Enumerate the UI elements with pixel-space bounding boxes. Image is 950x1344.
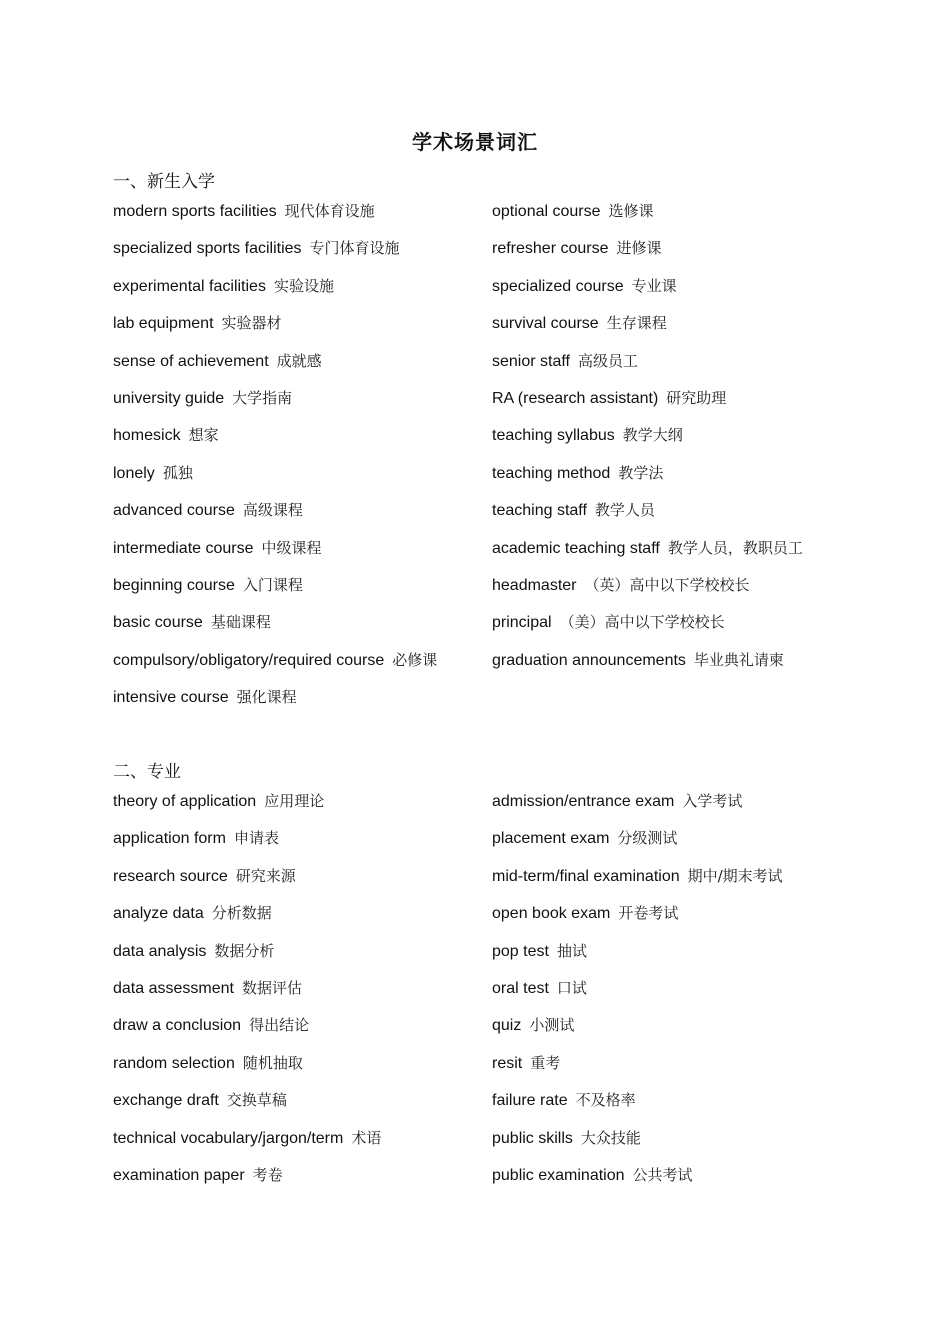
chinese-translation: 期中/期末考试 [687,866,783,885]
chinese-translation: 生存课程 [606,314,667,333]
english-term: application form [113,830,226,848]
chinese-translation: 抽试 [556,941,587,960]
vocab-entry [492,351,853,388]
english-term: compulsory/obligatory/required course [113,651,385,669]
english-term: lonely [113,464,155,482]
vocab-entry [492,650,853,687]
chinese-translation: 随机抽取 [242,1053,303,1072]
english-term: specialized course [492,277,624,295]
vocab-entry [113,463,492,500]
english-term: refresher course [492,240,609,258]
chinese-translation: 术语 [351,1128,382,1147]
english-term: headmaster [492,576,577,594]
section-freshman-enrollment [113,172,853,724]
chinese-translation: 开卷考试 [618,904,679,923]
vocab-entry [113,575,492,612]
chinese-translation: 专门体育设施 [309,239,400,258]
english-term: specialized sports facilities [113,240,302,258]
chinese-translation: 高级员工 [577,351,638,370]
english-term: survival course [492,315,599,333]
english-term: senior staff [492,352,570,370]
english-term: intensive course [113,689,229,707]
english-term: pop test [492,942,549,960]
vocab-column-left [113,201,492,724]
vocab-entry [113,388,492,425]
vocab-entry [113,351,492,388]
english-term: oral test [492,979,549,997]
vocab-column-right [492,791,853,1202]
vocab-entry [492,575,853,612]
english-term: theory of application [113,793,257,810]
chinese-translation: 孤独 [162,463,193,482]
chinese-translation: 现代体育设施 [284,202,375,220]
english-term: university guide [113,389,225,407]
vocab-entry [113,538,492,575]
vocab-entry [113,1053,492,1090]
chinese-translation: 分析数据 [211,904,272,923]
chinese-translation: 实验器材 [221,314,282,333]
vocab-entry [113,1090,492,1127]
english-term: data analysis [113,942,207,960]
chinese-translation: 大众技能 [580,1128,641,1147]
chinese-translation: 交换草稿 [226,1091,287,1110]
vocab-columns [113,201,853,724]
vocab-entry [113,276,492,313]
chinese-translation: 毕业典礼请柬 [693,650,784,669]
english-term: basic course [113,614,203,632]
vocab-entry [113,1165,492,1202]
vocab-entry [492,538,853,575]
english-term: quiz [492,1017,522,1035]
vocab-entry [113,500,492,537]
vocab-entry [113,687,492,724]
english-term: experimental facilities [113,277,266,295]
vocab-entry [492,866,853,903]
english-term: intermediate course [113,539,254,557]
chinese-translation: 基础课程 [210,613,271,632]
english-term: principal [492,614,552,632]
chinese-translation: 分级测试 [617,829,678,848]
english-term: teaching syllabus [492,427,615,445]
chinese-translation: 成就感 [276,351,322,370]
section-major [113,762,853,1202]
vocab-entry [492,978,853,1015]
vocab-entry [113,1128,492,1165]
vocab-entry [113,612,492,649]
english-term: homesick [113,427,181,445]
vocab-entry [113,425,492,462]
chinese-translation: 实验设施 [273,276,334,295]
chinese-translation: 教学人员，教职员工 [667,538,803,557]
english-term: advanced course [113,502,235,520]
english-term: modern sports facilities [113,203,277,220]
english-term: beginning course [113,576,235,594]
vocab-entry [492,791,853,828]
english-term: examination paper [113,1166,245,1184]
english-term: analyze data [113,905,204,923]
chinese-translation: 口试 [556,978,587,997]
chinese-translation: 应用理论 [264,792,325,810]
chinese-translation: 高级课程 [242,501,303,520]
vocab-entry [492,1015,853,1052]
english-term: teaching staff [492,502,587,520]
vocab-entry [492,425,853,462]
chinese-translation: 入门课程 [242,575,303,594]
english-term: optional course [492,203,601,220]
chinese-translation: 小测试 [529,1016,575,1035]
chinese-translation: 数据分析 [214,941,275,960]
english-term: public skills [492,1129,573,1147]
english-term: admission/entrance exam [492,793,675,810]
chinese-translation: 教学大纲 [622,426,683,445]
chinese-translation: 中级课程 [261,538,322,557]
vocab-entry [492,1053,853,1090]
english-term: research source [113,867,228,885]
chinese-translation: 重考 [530,1053,561,1072]
english-term: resit [492,1054,523,1072]
chinese-translation: （美）高中以下学校校长 [559,613,725,632]
vocab-entry [492,1090,853,1127]
chinese-translation: 教学人员 [594,501,655,520]
chinese-translation: 必修课 [392,650,438,669]
chinese-translation: 研究来源 [235,866,296,885]
chinese-translation: 研究助理 [666,388,727,407]
vocab-entry [492,500,853,537]
document-title: 学术场景词汇 [412,130,538,154]
chinese-translation: 强化课程 [236,688,297,707]
vocab-entry [113,201,492,238]
english-term: graduation announcements [492,651,686,669]
vocab-entry [492,941,853,978]
english-term: public examination [492,1166,625,1184]
vocab-entry [113,791,492,828]
vocab-entry [492,463,853,500]
vocab-entry [113,941,492,978]
vocab-entry [113,1015,492,1052]
vocab-column-right [492,201,853,724]
english-term: random selection [113,1054,235,1072]
chinese-translation: 申请表 [233,829,279,848]
chinese-translation: 公共考试 [632,1165,693,1184]
chinese-translation: 不及格率 [575,1091,636,1110]
vocab-entry [492,276,853,313]
vocab-entry [113,313,492,350]
chinese-translation: 教学法 [618,463,664,482]
vocab-entry [113,978,492,1015]
vocab-entry [113,650,492,687]
vocab-entry [492,201,853,238]
chinese-translation: 大学指南 [232,388,293,407]
chinese-translation: （英）高中以下学校校长 [584,575,750,594]
vocab-columns [113,791,853,1202]
english-term: placement exam [492,830,610,848]
chinese-translation: 进修课 [616,239,662,258]
vocab-entry [113,903,492,940]
vocab-entry [492,612,853,649]
english-term: data assessment [113,979,234,997]
english-term: draw a conclusion [113,1017,242,1035]
vocab-entry [113,238,492,275]
english-term: mid-term/final examination [492,867,680,885]
vocab-entry [492,238,853,275]
english-term: RA (research assistant) [492,389,659,407]
vocab-entry [492,903,853,940]
vocab-column-left [113,791,492,1202]
chinese-translation: 得出结论 [249,1016,310,1035]
vocab-entry [492,1165,853,1202]
section-heading: 一、新生入学 [113,172,215,192]
chinese-translation: 入学考试 [682,792,743,810]
english-term: failure rate [492,1092,568,1110]
chinese-translation: 数据评估 [241,978,302,997]
english-term: lab equipment [113,315,214,333]
english-term: academic teaching staff [492,539,660,557]
english-term: technical vocabulary/jargon/term [113,1129,344,1147]
vocab-entry [113,866,492,903]
chinese-translation: 想家 [188,426,219,445]
chinese-translation: 选修课 [608,202,654,220]
vocab-entry [113,828,492,865]
english-term: teaching method [492,464,611,482]
english-term: sense of achievement [113,352,269,370]
chinese-translation: 考卷 [252,1165,283,1184]
vocab-entry [492,828,853,865]
section-heading: 二、专业 [113,762,181,782]
english-term: open book exam [492,905,611,923]
vocab-entry [492,1128,853,1165]
english-term: exchange draft [113,1092,219,1110]
vocab-entry [492,388,853,425]
chinese-translation: 专业课 [631,276,677,295]
vocab-entry [492,313,853,350]
